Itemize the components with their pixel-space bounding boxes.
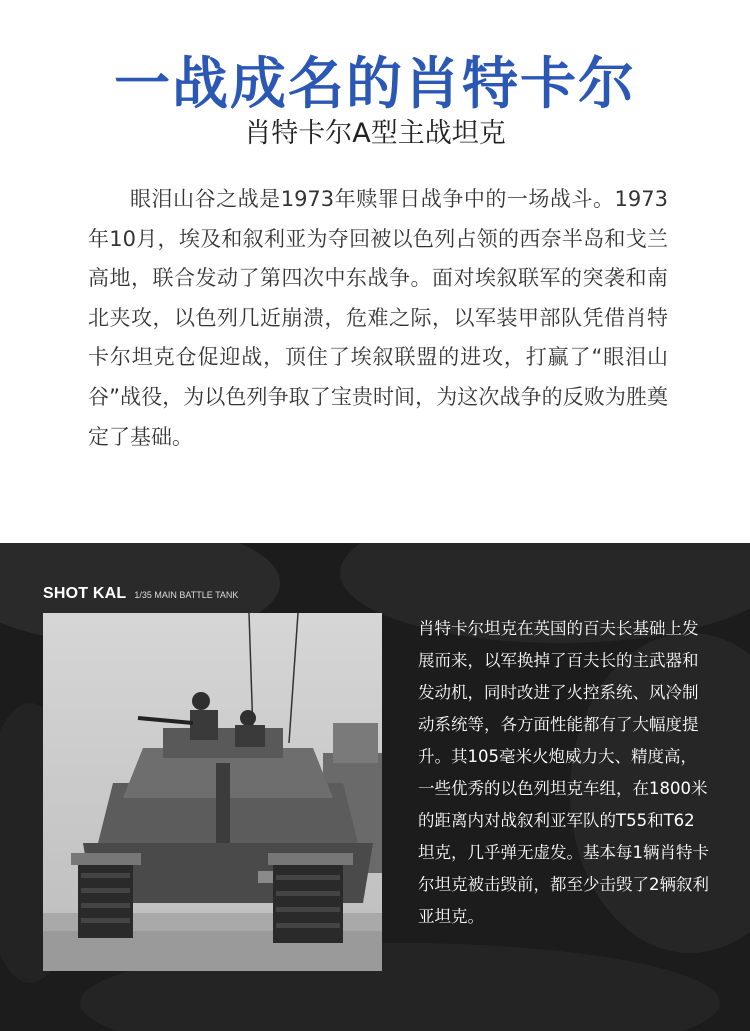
tank-photo	[43, 613, 382, 971]
page-subtitle: 肖特卡尔A型主战坦克	[244, 118, 506, 149]
tank-illustration	[43, 613, 382, 971]
product-section	[0, 543, 750, 1031]
intro-paragraph: 眼泪山谷之战是1973年赎罪日战争中的一场战斗。1973年10月，埃及和叙利亚为夺回被以色列占领的西奈半岛和戈兰高地，联合发动了第四次中东战争。面对埃叙联军的突袭和南北夹攻，以色列几近崩溃，危难之际，以军装甲部队凭借肖特卡尔坦克仓促迎战，顶住了埃叙联盟的进攻，打赢了“眼泪山谷”战役，为以色列争取了宝贵时间，为这次战争的反败为胜奠定了基础。	[88, 187, 668, 449]
brand-name: SHOT KAL	[43, 585, 127, 602]
brand-line	[43, 585, 238, 603]
page-title: 一战成名的肖特卡尔	[114, 52, 636, 117]
product-description: 肖特卡尔坦克在英国的百夫长基础上发展而来，以军换掉了百夫长的主武器和发动机，同时改进了火控系统、风冷制动系统等，各方面性能都有了大幅度提升。其105毫米火炮威力大、精度高，一些优秀的以色列坦克车组，在1800米的距离内对战叙利亚军队的T55和T62坦克，几乎弹无虚发。基本每1辆肖特卡尔坦克被击毁前，都至少击毁了2辆叙利亚坦克。	[418, 619, 709, 926]
scale-label: 1/35 MAIN BATTLE TANK	[134, 590, 239, 600]
